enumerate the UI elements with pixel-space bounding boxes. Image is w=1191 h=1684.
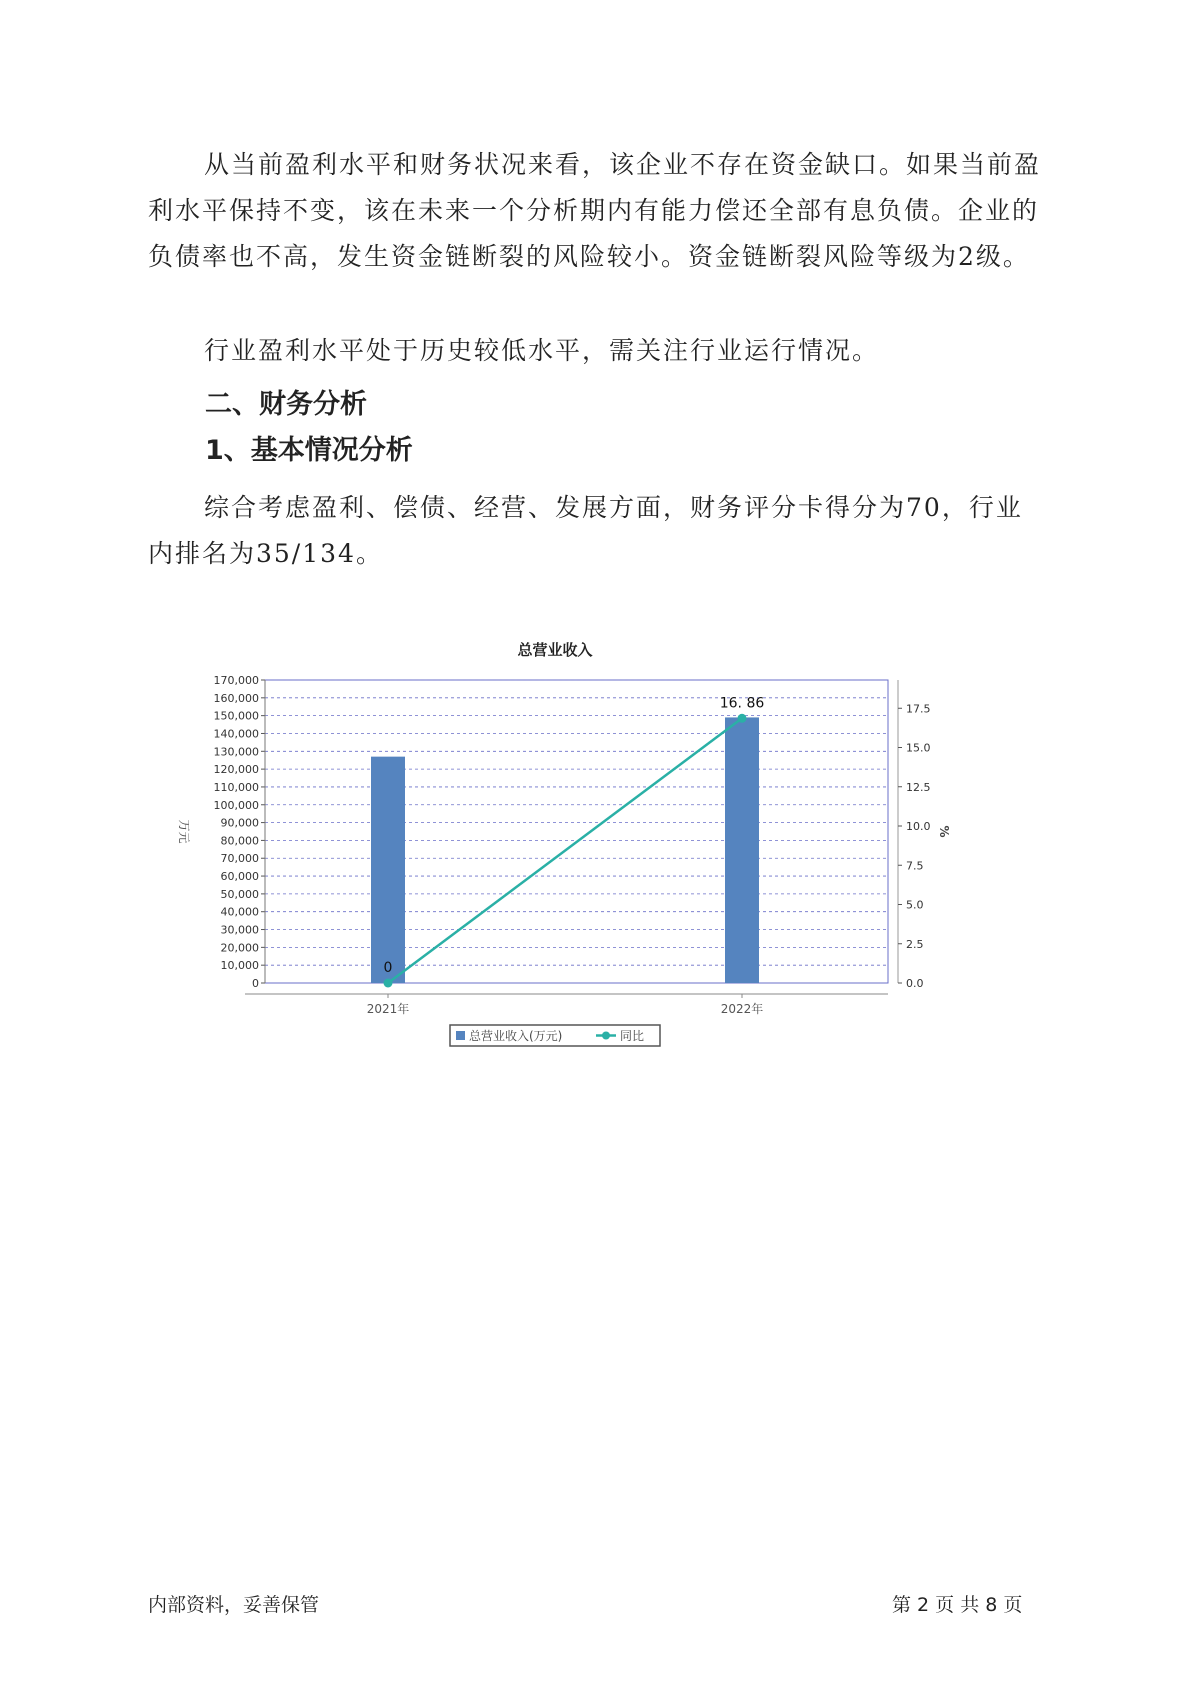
legend-bar-label: 总营业收入(万元) (469, 1029, 563, 1043)
y-tick-label: 20,000 (220, 941, 259, 955)
y2-tick-label: 17.5 (906, 702, 931, 716)
y2-tick-label: 5.0 (906, 898, 924, 912)
y-tick-label: 160,000 (213, 691, 259, 705)
legend-line-marker (602, 1032, 610, 1040)
y-tick-label: 50,000 (220, 887, 259, 901)
y2-tick-label: 0.0 (906, 977, 924, 990)
y-tick-label: 110,000 (213, 780, 259, 794)
yoy-data-label: 16. 86 (719, 695, 765, 712)
y2-tick-label: 2.5 (906, 937, 924, 951)
subsection-heading-basic-analysis: 1、基本情况分析 (205, 435, 413, 466)
bar (725, 717, 759, 983)
y-axis-title: 万元 (177, 819, 191, 844)
yoy-point (384, 979, 393, 988)
y-tick-label: 100,000 (213, 798, 259, 812)
y-tick-label: 80,000 (220, 834, 259, 848)
x-tick-label: 2022年 (720, 1002, 764, 1016)
yoy-point (738, 714, 747, 723)
y-tick-label: 60,000 (220, 870, 259, 884)
paragraph-text: 综合考虑盈利、偿债、经营、发展方面，财务评分卡得分为70，行业内排名为35/134。 (148, 493, 1023, 568)
y-tick-label: 120,000 (213, 763, 259, 777)
paragraph-text: 从当前盈利水平和财务状况来看，该企业不存在资金缺口。如果当前盈利水平保持不变，该在未来一个分析期内有能力偿还全部有息负债。企业的负债率也不高，发生资金链断裂的风险较小。资金链断裂风险等级为2级。 (148, 150, 1042, 271)
y-tick-label: 150,000 (213, 709, 259, 723)
y2-tick-label: 12.5 (906, 780, 931, 794)
y2-tick-label: 10.0 (906, 820, 931, 834)
y-tick-label: 90,000 (220, 816, 259, 830)
paragraph-text: 行业盈利水平处于历史较低水平，需关注行业运行情况。 (204, 336, 880, 365)
revenue-chart-svg (170, 635, 1050, 1095)
section-heading-financial-analysis: 二、财务分析 (205, 389, 367, 420)
y2-tick-label: 15.0 (906, 741, 931, 755)
y-tick-label: 70,000 (220, 852, 259, 866)
paragraph-industry-profit (148, 328, 1048, 374)
y-tick-label: 130,000 (213, 745, 259, 759)
paragraph-funding-gap (148, 142, 1048, 280)
y2-tick-label: 7.5 (906, 859, 924, 873)
bar (371, 757, 405, 983)
chart-title: 总营业收入 (517, 641, 593, 659)
y2-axis-title: % (937, 825, 951, 838)
footer-confidential: 内部资料，妥善保管 (148, 1594, 320, 1616)
y-tick-label: 170,000 (213, 674, 259, 687)
yoy-data-label: 0 (383, 960, 393, 976)
y-tick-label: 140,000 (213, 727, 259, 741)
y-tick-label: 40,000 (220, 905, 259, 919)
y-tick-label: 30,000 (220, 923, 259, 937)
revenue-chart (170, 635, 1050, 1095)
y-tick-label: 10,000 (220, 959, 259, 973)
legend-bar-swatch (456, 1031, 465, 1040)
y-tick-label: 0 (252, 977, 259, 990)
footer-page-number: 第 2 页 共 8 页 (892, 1594, 1023, 1616)
legend-line-label: 同比 (620, 1029, 645, 1043)
x-tick-label: 2021年 (366, 1002, 410, 1016)
plot-area (265, 680, 888, 983)
paragraph-score-card (148, 485, 1048, 577)
